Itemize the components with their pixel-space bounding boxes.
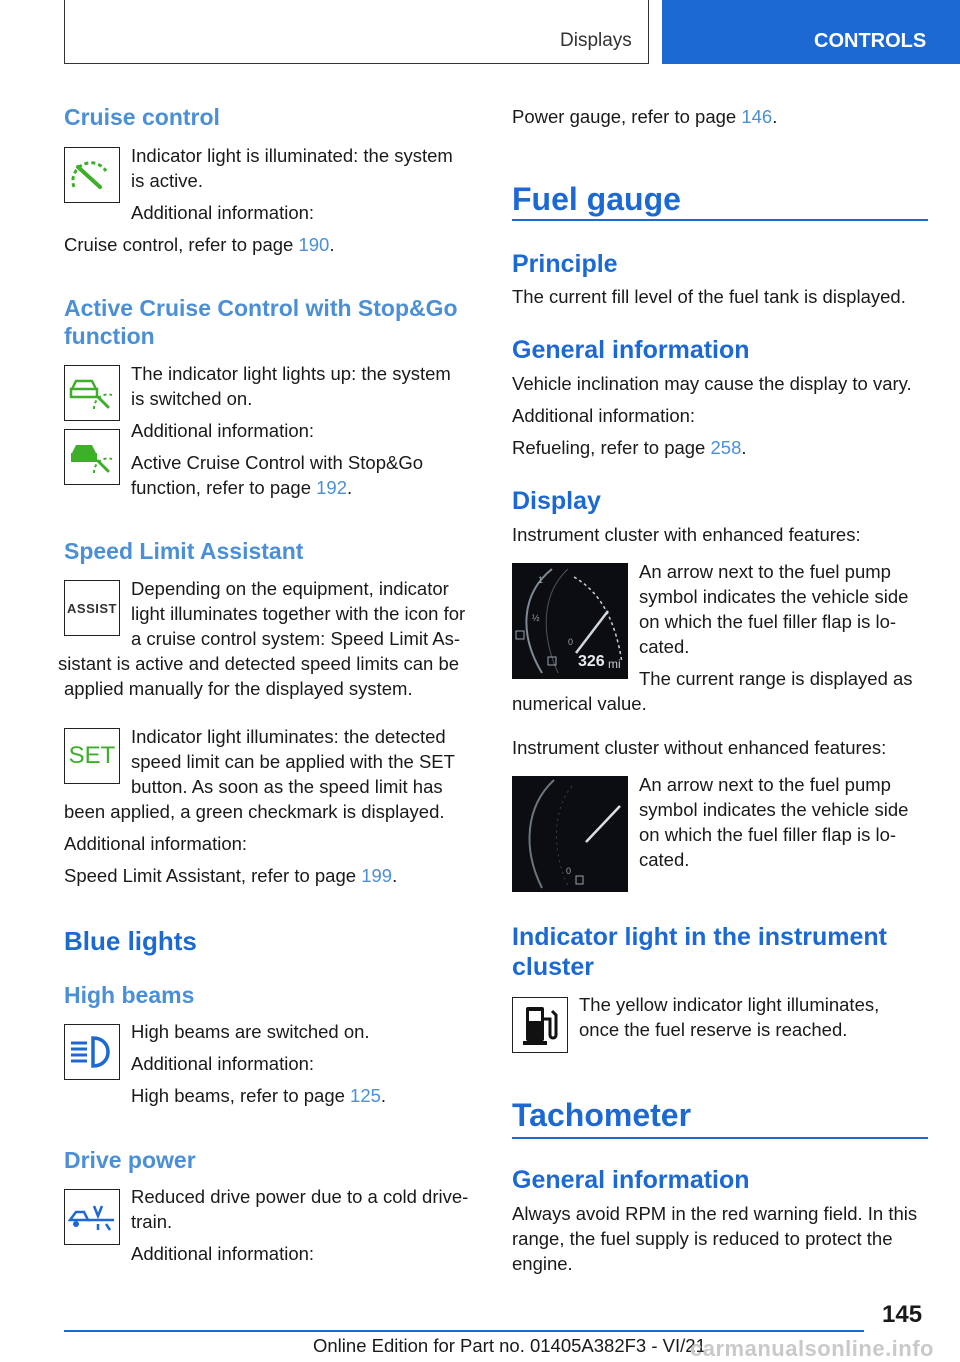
sla-reference: Speed Limit Assistant, refer to page 199.: [64, 865, 398, 886]
high-beams-icon: [64, 1024, 120, 1080]
acc-outline-icon: [64, 365, 120, 421]
svg-text:1: 1: [538, 575, 544, 585]
tach-text-3: engine.: [512, 1253, 573, 1274]
page-link-192[interactable]: 192: [316, 477, 347, 498]
standard-text-4: cated.: [639, 849, 690, 870]
principle-text: The current fill level of the fuel tank is displayed.: [512, 286, 906, 307]
assist-icon: [64, 580, 120, 636]
sla-text-4: sistant is active and detected speed limits can be: [58, 653, 460, 674]
set-icon: [64, 728, 120, 784]
header-chapter-tab[interactable]: CONTROLS: [662, 0, 960, 64]
no-enhanced-intro: Instrument cluster without enhanced features:: [512, 737, 887, 758]
refueling-reference: Refueling, refer to page 258.: [512, 437, 747, 458]
heading-cruise-control: Cruise control: [64, 104, 220, 130]
watermark: carmanualsonline.info: [690, 1336, 934, 1361]
set-text-2: speed limit can be applied with the SET: [131, 751, 455, 772]
indicator-text-2: once the fuel reserve is reached.: [579, 1019, 848, 1040]
sla-text-5: applied manually for the displayed system.: [64, 678, 413, 699]
standard-text-1: An arrow next to the fuel pump: [639, 774, 891, 795]
cruise-text-1: Indicator light is illuminated: the system: [131, 145, 453, 166]
edition-text: Online Edition for Part no. 01405A382F3 - VI/21: [313, 1335, 706, 1356]
heading-tachometer: Tachometer: [512, 1097, 692, 1133]
power-gauge-reference: Power gauge, refer to page 146.: [512, 106, 778, 127]
standard-text-2: symbol indicates the vehicle side: [639, 799, 909, 820]
heading-principle: Principle: [512, 250, 618, 278]
enhanced-intro: Instrument cluster with enhanced features:: [512, 524, 861, 545]
tach-text-2: range, the fuel supply is reduced to protect the: [512, 1228, 893, 1249]
drive-power-text-2: train.: [131, 1211, 173, 1232]
heading-fuel-gauge: Fuel gauge: [512, 181, 681, 217]
fuel-pump-icon: [512, 997, 568, 1053]
sla-text-2: light illuminates together with the icon for: [131, 603, 466, 624]
cruise-additional-info: Additional information:: [131, 202, 315, 223]
enhanced-text-2: symbol indicates the vehicle side: [639, 586, 909, 607]
heading-general-information-fuel: General information: [512, 336, 750, 364]
cruise-control-icon: [64, 147, 120, 203]
page-link-190[interactable]: 190: [298, 234, 330, 255]
acc-text-2: is switched on.: [131, 388, 253, 409]
heading-indicator-light-line1: Indicator light in the instrument: [512, 923, 887, 951]
heading-speed-limit-assistant: Speed Limit Assistant: [64, 538, 304, 564]
heading-acc-line1: Active Cruise Control with Stop&Go: [64, 295, 458, 321]
enhanced-text-6: numerical value.: [512, 693, 647, 714]
footer-rule: [64, 1330, 864, 1332]
drive-power-text-1: Reduced drive power due to a cold drive-: [131, 1186, 469, 1207]
heading-acc-line2: function: [64, 323, 155, 349]
enhanced-text-1: An arrow next to the fuel pump: [639, 561, 891, 582]
acc-additional-info: Additional information:: [131, 420, 315, 441]
acc-filled-icon: [64, 429, 120, 485]
page-link-199[interactable]: 199: [361, 865, 393, 886]
tachometer-rule: [512, 1137, 928, 1139]
fuel-additional-info: Additional information:: [512, 405, 696, 426]
svg-text:½: ½: [532, 613, 540, 623]
range-value: 326: [578, 653, 605, 670]
standard-text-3: on which the fuel filler flap is lo-: [639, 824, 897, 845]
header-section: Displays: [560, 30, 632, 51]
fuel-gi-text: Vehicle inclination may cause the display to vary.: [512, 373, 912, 394]
high-beams-additional-info: Additional information:: [131, 1053, 315, 1074]
fuel-gauge-rule: [512, 219, 928, 221]
range-unit: mi: [608, 657, 621, 671]
sla-additional-info: Additional information:: [64, 833, 248, 854]
assist-icon-label: ASSIST: [67, 600, 117, 616]
fuel-gauge-standard-image: [512, 776, 628, 892]
indicator-text-1: The yellow indicator light illuminates,: [579, 994, 880, 1015]
enhanced-text-5: The current range is displayed as: [639, 668, 913, 689]
fuel-gauge-enhanced-image: [512, 563, 628, 679]
enhanced-text-3: on which the fuel filler flap is lo-: [639, 611, 897, 632]
set-text-3: button. As soon as the speed limit has: [131, 776, 443, 797]
svg-text:0: 0: [568, 637, 574, 647]
acc-text-1: The indicator light lights up: the system: [131, 363, 451, 384]
high-beams-text: High beams are switched on.: [131, 1021, 370, 1042]
set-icon-label: SET: [68, 742, 116, 769]
high-beams-reference: High beams, refer to page 125.: [131, 1085, 387, 1106]
page-link-146[interactable]: 146: [741, 106, 773, 127]
page-number: 145: [882, 1301, 923, 1328]
set-text-1: Indicator light illuminates: the detected: [131, 726, 446, 747]
heading-blue-lights: Blue lights: [64, 926, 197, 956]
heading-general-information-tach: General information: [512, 1166, 750, 1194]
page-link-258[interactable]: 258: [710, 437, 742, 458]
cruise-text-2: is active.: [131, 170, 203, 191]
drive-power-icon: [64, 1189, 120, 1245]
page-link-125[interactable]: 125: [350, 1085, 381, 1106]
heading-drive-power: Drive power: [64, 1147, 196, 1173]
heading-indicator-light-line2: cluster: [512, 953, 594, 981]
sla-text-3: a cruise control system: Speed Limit As-: [131, 628, 461, 649]
heading-high-beams: High beams: [64, 982, 195, 1008]
acc-ref-line1: Active Cruise Control with Stop&Go: [131, 452, 424, 473]
tach-text-1: Always avoid RPM in the red warning field. In this: [512, 1203, 918, 1224]
sla-text-1: Depending on the equipment, indicator: [131, 578, 449, 599]
set-text-4: been applied, a green checkmark is displayed.: [64, 801, 445, 822]
cruise-reference: Cruise control, refer to page 190.: [64, 234, 335, 255]
heading-display: Display: [512, 487, 601, 515]
enhanced-text-4: cated.: [639, 636, 690, 657]
drive-power-additional-info: Additional information:: [131, 1243, 315, 1264]
svg-text:0: 0: [566, 866, 572, 876]
acc-ref-line2: function, refer to page 192.: [131, 477, 353, 498]
